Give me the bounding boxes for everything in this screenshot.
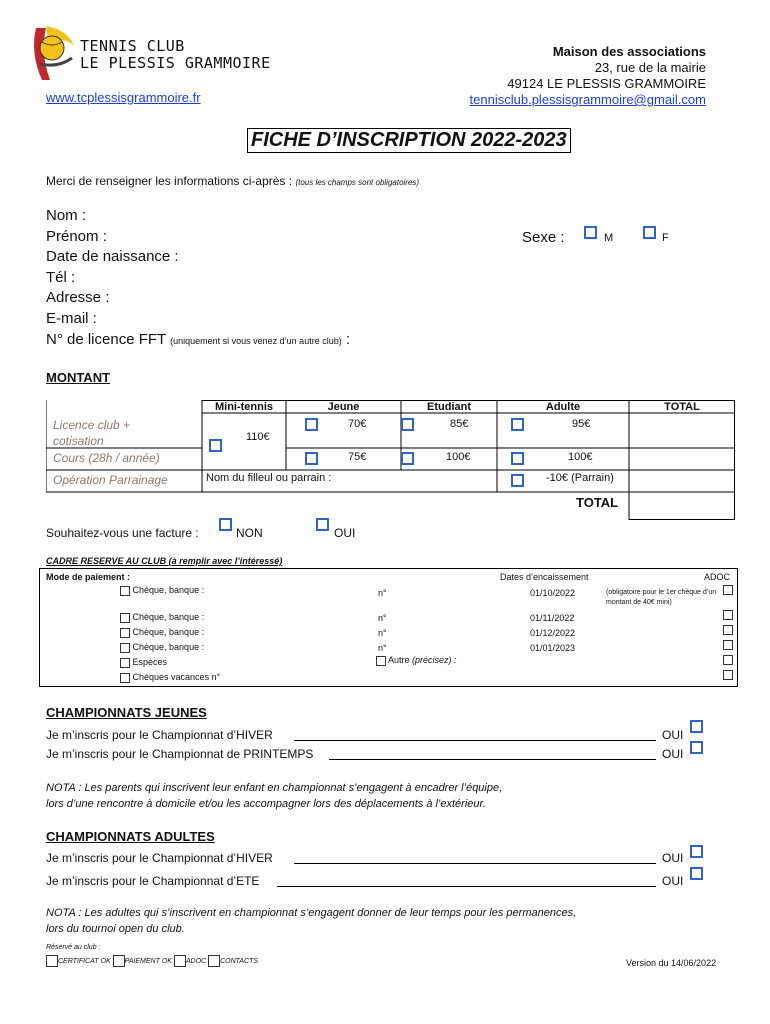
adultes-nota-line2: lors du tournoi open du club. (46, 923, 185, 935)
field-prenom[interactable]: Prénom : (46, 227, 107, 245)
jeunes-printemps-checkbox[interactable] (690, 741, 703, 754)
paiement-label: PAIEMENT OK (124, 957, 172, 965)
website-link[interactable]: www.tcplessisgrammoire.fr (46, 90, 201, 105)
cheque-row-2 (120, 610, 220, 625)
montant-table (46, 400, 735, 520)
sexe-label: Sexe : (522, 229, 565, 246)
club-logo (28, 18, 78, 84)
date-3: 01/12/2022 (530, 628, 576, 638)
jeunes-printemps-oui: OUI (662, 747, 684, 761)
jeunes-hiver-oui: OUI (662, 728, 684, 742)
adoc-1-checkbox[interactable] (723, 585, 733, 595)
field-email[interactable]: E-mail : (46, 309, 97, 327)
licence-note: (uniquement si vous venez d’un autre club) (170, 335, 342, 346)
jeune-cours-checkbox[interactable] (305, 452, 318, 465)
jeunes-hiver: Je m’inscris pour le Championnat d’HIVER (46, 728, 273, 742)
field-adresse[interactable]: Adresse : (46, 289, 110, 307)
jeune-licence-checkbox[interactable] (305, 418, 318, 431)
especes-checkbox[interactable] (120, 658, 130, 668)
address-title: Maison des associations (552, 44, 706, 59)
total-label: TOTAL (576, 495, 619, 510)
filleul-label[interactable]: Nom du filleul ou parrain : (206, 472, 332, 484)
cheque-2-checkbox[interactable] (120, 613, 130, 623)
field-licence[interactable] (46, 330, 350, 352)
montant-title: MONTANT (46, 370, 111, 385)
contacts-label: CONTACTS (220, 957, 259, 965)
cheque-4-label: Chèque, banque : (132, 642, 205, 652)
cheque-row-4 (120, 640, 220, 655)
intro (46, 174, 419, 188)
vacances-label: Chèques vacances n° (132, 672, 221, 682)
adultes-hiver: Je m’inscris pour le Championnat d’HIVER (46, 851, 273, 865)
cheque-row-1 (120, 585, 204, 596)
contacts-checkbox[interactable] (208, 955, 220, 967)
cheque-rows (120, 610, 220, 685)
adultes-nota (46, 905, 576, 937)
cheque-1-checkbox[interactable] (120, 586, 130, 596)
adoc-5-checkbox[interactable] (723, 655, 733, 665)
date-2: 01/11/2022 (530, 613, 575, 623)
facture-non-checkbox[interactable] (219, 518, 232, 531)
date-4: 01/01/2023 (530, 643, 576, 653)
version-label: Version du 14/06/2022 (626, 958, 717, 968)
row-cours-label: Cours (28h / année) (53, 451, 160, 465)
facture-label: Souhaitez-vous une facture : (46, 526, 199, 540)
field-nom[interactable]: Nom : (46, 207, 87, 224)
date-1: 01/10/2022 (530, 588, 576, 598)
jeunes-hiver-line (294, 740, 656, 741)
adoc-6-checkbox[interactable] (723, 670, 733, 680)
facture-non-label: NON (236, 526, 263, 540)
cheque-3-label: Chèque, banque : (132, 627, 205, 637)
adoc-footer-checkbox[interactable] (174, 955, 186, 967)
adultes-hiver-oui: OUI (662, 851, 684, 865)
cheque-2-label: Chèque, banque : (132, 612, 205, 622)
cadre-box (39, 568, 738, 687)
jeunes-printemps-line (329, 759, 656, 760)
vacances-checkbox[interactable] (120, 673, 130, 683)
col-etudiant: Etudiant (427, 401, 471, 413)
adulte-cours-checkbox[interactable] (511, 452, 524, 465)
vacances-row (120, 670, 220, 685)
reserve-label: Réservé au club : (46, 944, 101, 951)
col-jeune: Jeune (327, 401, 360, 413)
col-adulte: Adulte (545, 401, 581, 413)
jeunes-hiver-checkbox[interactable] (690, 720, 703, 733)
facture-oui-checkbox[interactable] (316, 518, 329, 531)
sexe-f-label: F (662, 232, 669, 244)
reserve-checks (46, 955, 258, 967)
dates-list (530, 611, 575, 656)
tennis-logo-icon (28, 18, 78, 84)
adultes-hiver-line (294, 863, 656, 864)
adoc-2-checkbox[interactable] (723, 610, 733, 620)
jeune-licence-price: 70€ (348, 418, 367, 430)
intro-note: (tous les champs sont obligatoires) (295, 178, 420, 187)
autre-row (376, 655, 457, 666)
jeunes-title: CHAMPIONNATS JEUNES (46, 705, 207, 720)
sexe-m-checkbox[interactable] (584, 226, 597, 239)
address-line2: 49124 LE PLESSIS GRAMMOIRE (507, 76, 706, 91)
row-licence-label: Licence club + cotisation (53, 418, 131, 448)
jeune-cours-price: 75€ (348, 451, 367, 463)
cheque-row-3 (120, 625, 220, 640)
col-total: TOTAL (664, 401, 700, 413)
mode-label: Mode de paiement : (46, 572, 131, 582)
adultes-hiver-checkbox[interactable] (690, 845, 703, 858)
adultes-ete-checkbox[interactable] (690, 867, 703, 880)
paiement-checkbox[interactable] (113, 955, 125, 967)
licence-label: N° de licence FFT (46, 330, 166, 348)
cheque-3-checkbox[interactable] (120, 628, 130, 638)
mini-tennis-checkbox[interactable] (209, 439, 222, 452)
club-name (80, 38, 271, 72)
jeunes-nota-line1: NOTA : Les parents qui inscrivent leur enfant en championnat s’engagent à encadrer l’équipe, (46, 782, 503, 794)
cadre-title: CADRE RESERVE AU CLUB (à remplir avec l’intéressé) (46, 556, 283, 566)
col-mini-tennis: Mini-tennis (214, 401, 274, 413)
adoc-footer-label: ADOC (185, 957, 207, 965)
jeunes-nota-line2: lors d’une rencontre à domicile et/ou les accompagner lors des déplacements à l’extérieur. (46, 798, 486, 810)
especes-label: Espèces (132, 657, 168, 667)
jeunes-nota (46, 780, 502, 812)
autre-label: Autre (388, 655, 410, 665)
adultes-nota-line1: NOTA : Les adultes qui s’inscrivent en championnat s’engagent donner de leur temps pour les permanences, (46, 907, 577, 919)
cheque-nums (378, 611, 387, 656)
adultes-title: CHAMPIONNATS ADULTES (46, 829, 215, 844)
personal-fields (46, 206, 350, 351)
cheque-2-num: n° (378, 613, 387, 623)
parrain-discount: -10€ (Parrain) (546, 472, 614, 484)
email-link[interactable]: tennisclub.plessisgrammoire@gmail.com (469, 92, 706, 107)
address-line1: 23, rue de la mairie (594, 60, 706, 75)
club-address (470, 44, 706, 108)
etudiant-cours-checkbox[interactable] (401, 452, 414, 465)
adoc-4-checkbox[interactable] (723, 640, 733, 650)
etudiant-licence-price: 85€ (450, 418, 469, 430)
mini-tennis-price: 110€ (246, 431, 270, 443)
cheque-1-num: n° (378, 588, 387, 598)
adoc-label: ADOC (704, 572, 731, 582)
etudiant-licence-checkbox[interactable] (401, 418, 414, 431)
certificat-checkbox[interactable] (46, 955, 58, 967)
field-tel[interactable]: Tél : (46, 268, 76, 286)
adultes-ete-line (277, 886, 656, 887)
adoc-3-checkbox[interactable] (723, 625, 733, 635)
especes-row (120, 655, 220, 670)
dates-label: Dates d’encaissement (500, 572, 589, 582)
adultes-ete: Je m’inscris pour le Championnat d’ETE (46, 874, 260, 888)
sexe-f-checkbox[interactable] (643, 226, 656, 239)
jeunes-printemps: Je m’inscris pour le Championnat de PRINTEMPS (46, 747, 314, 761)
cheque-4-num: n° (378, 643, 387, 653)
autre-checkbox[interactable] (376, 656, 386, 666)
adulte-licence-price: 95€ (572, 418, 591, 430)
club-name-line2: LE PLESSIS GRAMMOIRE (80, 54, 271, 72)
intro-text: Merci de renseigner les informations ci-après : (46, 174, 293, 188)
etudiant-cours-price: 100€ (446, 451, 471, 463)
oblig-note: (obligatoire pour le 1er chèque d’un montant de 40€ mini) (606, 589, 717, 606)
page-title: FICHE D’INSCRIPTION 2022-2023 (247, 128, 571, 153)
facture-oui-label: OUI (334, 526, 356, 540)
field-naissance[interactable]: Date de naissance : (46, 248, 179, 266)
certificat-label: CERTIFICAT OK (58, 957, 111, 965)
club-name-line1: TENNIS CLUB (80, 37, 185, 55)
sexe-m-label: M (604, 232, 614, 244)
cheque-3-num: n° (378, 628, 387, 638)
adulte-licence-checkbox[interactable] (511, 418, 524, 431)
adultes-ete-oui: OUI (662, 874, 684, 888)
adulte-cours-price: 100€ (568, 451, 593, 463)
cheque-1-label: Chèque, banque : (132, 585, 205, 595)
autre-precisez: (précisez) : (412, 655, 457, 665)
parrain-checkbox[interactable] (511, 474, 524, 487)
cheque-4-checkbox[interactable] (120, 643, 130, 653)
licence-colon: : (345, 330, 351, 348)
row-parrain-label: Opération Parrainage (53, 473, 168, 487)
